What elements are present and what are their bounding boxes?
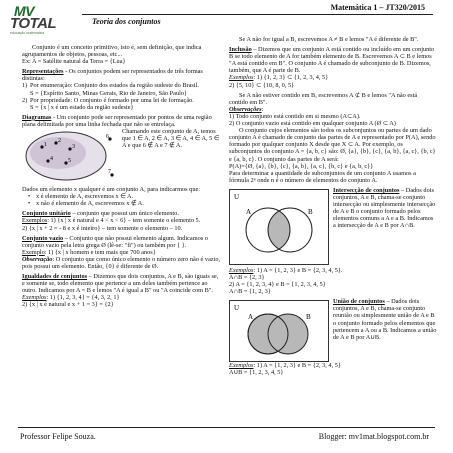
equality-heading: Igualdades de conjuntos: [22, 273, 88, 281]
union-heading: União de conjuntos: [333, 298, 385, 306]
observation-2: 2) O conjunto vazio está contido em qualquer conjunto A (Ø ⊂ A): [229, 120, 396, 128]
power-set-value: P(A)={Ø, {a}, {b}, {c}, {a, b}, {a, c}, {b, c} e {a, b, c}}: [229, 162, 374, 170]
point-label-1: 1: [44, 142, 47, 149]
equality-example-2: 2) {x | x é natural e x + 1 = 3} = {2}: [22, 301, 114, 309]
bullet-belongs: • x é elemento de A, escrevemos x ∈ A.: [28, 193, 134, 201]
power-set-text: O conjunto cujos elementos são todos os subconjuntos ou partes de um dado conjunto A é chamado de conjunto das partes de A e representado por P(A), sendo formado por qualquer conjunto X desde que X ⊂ A. Por exemplo, os subconjuntos do conjunto A = {a, b, c} são: Ø, {a}, {b}, {c}, {a, b}, {a, c}, {b, c} e {a, b, c}. O conjunto das partes de A será:: [229, 127, 436, 163]
intersection-definition: Intersecção de conjuntos – Dados dois conjuntos, A e B, chama-se conjunto intersecção ou simplesmente intersecção de A e B o conjunto formado pelos elementos comuns a A e a B. Indicamos a intersecção de A e B por A∩B.: [333, 186, 436, 230]
repr-item-2: 2) Por propriedade: O conjunto é formado por uma lei de formação.: [22, 96, 194, 104]
right-column: [229, 36, 437, 376]
union-definition: União de conjuntos – Dados dois conjuntos, A e B, chama-se conjunto reunião ou simplesmente união de A e B o conjunto formado pelos elementos que pertencem a A ou a B. Indicamos a união de A e B por A∪B.: [333, 298, 437, 341]
intro-text: Conjunto é um conceito primitivo, isto é, sem definição, que indica agrupamentos de objetos, pessoas, etc...: [22, 44, 202, 59]
representations-paragraph: Representações - Os conjuntos podem ser representados de três formas distintas:: [22, 68, 203, 83]
footer-divider: [18, 427, 435, 428]
equality-paragraph: Igualdades de conjuntos – Dizemos que dois conjuntos, A e B, são iguais se, e somente se, todo elemento que pertence a um deles também pertence ao outro. Indicamos por A = B e lemos "A é igual a B" ou "A coincide com B".: [22, 273, 219, 295]
intersection-example-2: 2) A = {1, 2, 3, 4} e B = {1, 2, 3, 4, 5}: [229, 281, 326, 289]
union-result-1: A∪B = {1, 2, 3, 4, 5}: [229, 369, 284, 377]
membership-intro: Dados um elemento x qualquer é um conjunto A, para indicarmos que:: [22, 186, 201, 194]
intersection-block: [229, 187, 437, 267]
header-divider: [82, 14, 433, 15]
empty-set-heading: Conjunto vazio: [22, 234, 64, 242]
unit-set-heading: Conjunto unitário: [22, 210, 71, 218]
observations-heading: Observações:: [229, 105, 264, 113]
bullet-icon: •: [28, 193, 31, 201]
page-title: Teoria dos conjuntos: [92, 17, 161, 26]
intersection-result-2: A∩B = {1, 2, 3}: [229, 288, 271, 296]
venn-label-a: A: [246, 207, 252, 216]
bullet-icon: •: [28, 200, 31, 208]
left-column: [22, 44, 222, 309]
repr-example-1: S = {Espírito Santo, Minas Gerais, Rio de Janeiro, São Paulo}: [30, 89, 188, 97]
diagrams-heading: Diagramas: [22, 113, 52, 121]
brand-logo: [6, 4, 78, 38]
not-equal-text: Se A não for igual a B, escrevemos A ≠ B e lemos "A é diferente de B".: [239, 36, 419, 43]
diagram-example: [22, 128, 222, 186]
intersection-example-1: Exemplos: 1) A = {1, 2, 3} e B = {2, 3, 4, 5}.: [229, 266, 343, 274]
diagrams-paragraph: Diagramas - Um conjunto pode ser representado por pontos de uma região plana delimitada por uma linha fechada que não se entrelaça.: [22, 113, 212, 128]
bullet-not-belongs: • x não é elemento de A, escrevemos x ∉ A.: [28, 200, 144, 208]
logo-tagline: educação matemática: [10, 31, 45, 35]
empty-set-observation: Observação: O conjunto que como único elemento o número zero não é vazio, pois possui um elemento. Então, {0} é diferente de Ø.: [22, 255, 221, 270]
intersection-result-1: A∩B = {2, 3}: [229, 273, 265, 281]
union-example-1: Exemplos: 1) A = {1, 2, 3} e B = {2, 3, 4, 5}: [229, 362, 341, 370]
venn-label-u: U: [234, 192, 240, 201]
repr-example-2: S = {x | x é um estado da região sudeste}: [30, 103, 134, 111]
union-venn-diagram: [229, 300, 329, 362]
power-set-rule: Para determinar a quantidade de subconjuntos de um conjunto A usamos a fórmula 2ⁿ onde n é o número de elementos do conjunto A.: [229, 169, 416, 184]
point-label-5: 5: [68, 158, 71, 165]
inclusion-paragraph: Inclusão – Dizemos que um conjunto A está contido ou incluído em um conjunto B se todo elemento de A for também elemento de B. Escrevemos A ⊂ B e lemos "A está contido em B". O conjunto A é chamado de subconjunto de B. Dizemos, também, que A é parte de B.: [229, 46, 435, 75]
representations-heading: Representações: [22, 68, 64, 76]
unit-set-example-2: 2) {x | x + 2 = - 8 e x é inteiro} – tem somente o elemento – 10.: [22, 224, 183, 232]
union-label-u: U: [234, 304, 240, 313]
diagram-caption: Chamando este conjunto de A, temos que 1 ∈ A, 2 ∈ A, 3 ∈ A, 4 ∈ A, 5 ∈ A e que 6 ∉ A e 7 ∉ A.: [122, 128, 220, 150]
union-block: [229, 298, 437, 362]
venn-label-b: B: [308, 207, 313, 216]
inclusion-example-1: Exemplos: 1) {1, 2, 3} ⊂ {1, 2, 3, 4, 5}: [229, 74, 329, 82]
set-oval-diagram: [22, 129, 118, 183]
blog-address: Blogger: mv1mat.blogspot.com.br: [318, 432, 429, 441]
intersection-venn-diagram: [229, 189, 329, 265]
point-label-2: 2: [58, 138, 61, 145]
unit-set-paragraph: Conjunto unitário – conjunto que possui um único elemento.: [22, 210, 179, 218]
empty-set-paragraph: Conjunto vazio – Conjunto que não possui elemento algum. Indicamos o conjunto vazio pela letra grega Ø (lê-se: "fi") ou também por { }.: [22, 234, 208, 249]
union-label-a: A: [248, 313, 254, 322]
observation-1: 1) Todo conjunto está contido em si mesmo (A⊂A).: [229, 112, 361, 120]
union-label-b: B: [306, 313, 311, 322]
intersection-heading: Intersecção de conjuntos: [333, 186, 400, 194]
repr-item-1: 1) Por enumeração: Conjunto dos estados da região sudeste do Brasil.: [22, 82, 199, 90]
author-name: Professor Felipe Souza.: [20, 432, 96, 441]
inclusion-heading: Inclusão: [229, 46, 252, 54]
point-label-6: 6: [106, 134, 109, 141]
inclusion-example-2: 2) {5, 10} ⊂ {10, 8, 0, 5}: [229, 81, 295, 89]
subject-title: Matemática 1 – JT320/2015: [330, 3, 425, 12]
not-included-text: Se A não estiver contido em B, escrevemos A ⊄ B e lemos "A não está contido em B".: [229, 91, 418, 106]
empty-set-example: Exemplo: 1) {x | x homem e tem mais que 700 anos}: [22, 248, 156, 256]
point-label-4: 4: [50, 156, 53, 163]
logo-mv: MV: [14, 3, 34, 19]
logo-total: TOTAL: [10, 15, 57, 32]
intro-example: Ex: A = Satélite natural da Terra = {Lua}: [22, 58, 126, 66]
page-footer: [0, 427, 453, 453]
unit-set-example-1: Exemplos: 1) {x | x é natural e 4 < x < 6} – tem somente o elemento 5.: [22, 217, 201, 225]
page-header: [0, 0, 453, 40]
point-label-3: 3: [72, 144, 75, 151]
equality-example-1: Exemplos: 1) {1, 2, 3, 4} = {4, 3, 2, 1}: [22, 294, 120, 302]
point-label-7: 7: [108, 169, 111, 176]
